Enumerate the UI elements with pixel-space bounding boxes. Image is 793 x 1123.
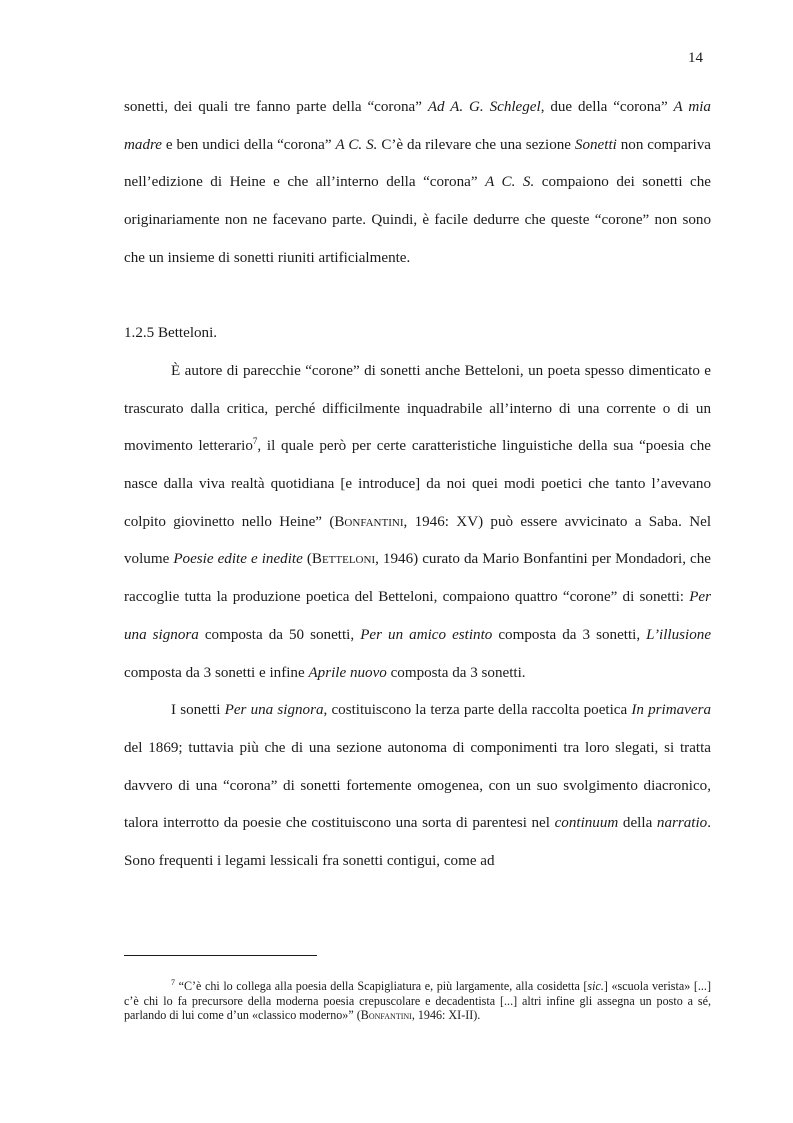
p2-text-4: ( — [302, 551, 312, 568]
p3-text-4: della — [618, 815, 657, 832]
footnote — [124, 979, 711, 1023]
p1-text-4: C’è da rilevare che una sezione — [377, 136, 575, 153]
page-number: 14 — [688, 50, 703, 66]
p2-title-signora: Per una signora — [124, 589, 711, 643]
p2-author-betteloni: Betteloni — [311, 551, 376, 568]
p1-text-1: sonetti, dei quali tre fanno parte della “corona” — [124, 99, 428, 115]
p1-title-acs: A C. S. — [335, 136, 378, 153]
p2-text-3: , 1946: XV) può essere avvicinato a Saba. Nel volume — [124, 513, 712, 568]
p2-text-5: , 1946) curato da Mario Bonfantini per Mondadori, che raccoglie tutta la produzione poetica del Betteloni, compaiono quattro “corone” di sonetti: — [124, 551, 711, 606]
p3-text-1: I sonetti — [171, 702, 225, 719]
p2-text-8: composta da 3 sonetti e infine — [124, 664, 309, 681]
p1-text-2: , due della “corona” — [540, 99, 674, 115]
p2-text-7: composta da 3 sonetti, — [492, 626, 647, 643]
footnote-reference[interactable]: 7 — [252, 436, 258, 447]
p1-title-mia-madre: A mia madre — [124, 99, 711, 153]
p1-title-sonetti: Sonetti — [574, 136, 617, 153]
p2-title-aprile: Aprile nuovo — [308, 664, 387, 681]
p2-title-amico: Per un amico estinto — [360, 626, 493, 643]
footnote-number: 7 — [171, 977, 175, 987]
p3-title-signora: Per una signora — [224, 702, 324, 719]
footnote-divider — [124, 955, 317, 956]
paragraph-2 — [124, 353, 711, 692]
p3-term-narratio: narratio — [656, 815, 708, 832]
p1-text-3: e ben undici della “corona” — [162, 136, 336, 153]
p2-title-illusione: L’illusione — [646, 626, 712, 643]
p1-title-schlegel: Ad A. G. Schlegel — [427, 99, 541, 115]
paragraph-1 — [124, 89, 711, 278]
footnote-text-3: , 1946: XI-II). — [411, 1008, 481, 1022]
p3-text-2: , costituiscono la terza parte della raccolta poetica — [323, 702, 632, 719]
p3-title-primavera: In primavera — [631, 702, 711, 719]
p1-text-5: non compariva nell’edizione di Heine e che all’interno della “corona” — [124, 136, 711, 191]
paragraph-3 — [124, 692, 711, 881]
body-text — [124, 89, 711, 881]
p2-text-9: composta da 3 sonetti. — [386, 664, 526, 681]
p2-title-poesie: Poesie edite e inedite — [173, 551, 303, 568]
footnote-sic: sic. — [587, 979, 604, 993]
p2-author-bonfantini: Bonfantini — [334, 513, 404, 530]
p2-text-6: composta da 50 sonetti, — [198, 626, 361, 643]
p3-term-continuum: continuum — [554, 815, 619, 832]
footnote-author-bonfantini: Bonfantini — [360, 1008, 412, 1022]
p3-text-5: . Sono frequenti i legami lessicali fra sonetti contigui, come ad — [124, 815, 711, 870]
p2-text-1: È autore di parecchie “corone” di sonetti anche Betteloni, un poeta spesso dimenticato e trascurato dalla critica, perché difficilmente inquadrabile all’interno di una corrente o di un movimento letterario — [124, 362, 711, 455]
p1-title-acs-2: A C. S. — [485, 174, 535, 191]
p1-text-6: compaiono dei sonetti che originariamente non ne facevano parte. Quindi, è facile dedurre che queste “corone” non sono che un insieme di sonetti riuniti artificialmente. — [124, 174, 712, 266]
footnote-text-1: “C’è chi lo collega alla poesia della Scapigliatura e, più largamente, alla cosidetta [ — [175, 979, 588, 993]
p3-text-3: del 1869; tuttavia più che di una sezione autonoma di componimenti tra loro slegati, si tratta davvero di una “corona” di sonetti fortemente omogenea, con un suo svolgimento diacronico, talora interrotto da poesie che costituiscono una sorta di parentesi nel — [124, 739, 711, 832]
footnote-text-2: ] «scuola verista» [...] c’è chi lo fa precursore della moderna poesia crepuscolare e decadentista [...] altri infine gli assegna un posto a sé, parlando di lui come d’un «classico moderno»” ( — [124, 979, 711, 1022]
p2-text-2: , il quale però per certe caratteristiche linguistiche della sua “poesia che nasce dalla viva realtà quotidiana [e introduce] da noi quei modi poetici che tanto l’avevano colpito giovinetto nello Heine” ( — [124, 438, 711, 530]
section-heading: 1.2.5 Betteloni. — [124, 325, 218, 342]
